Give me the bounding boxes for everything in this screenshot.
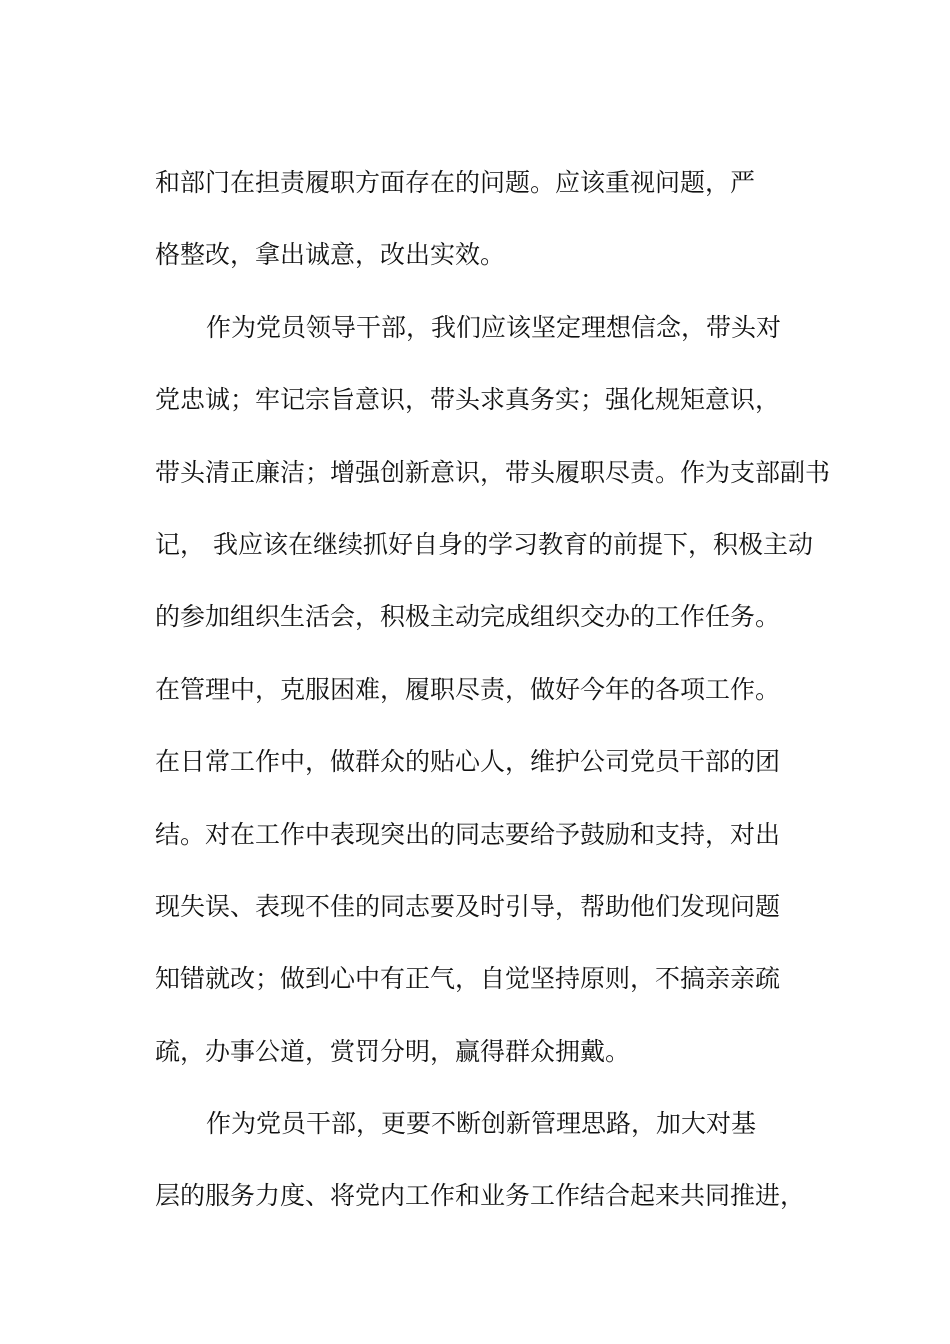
text-line: 作为党员领导干部，我们应该坚定理想信念，带头对	[206, 312, 782, 342]
text-line: 在日常工作中，做群众的贴心人，维护公司党员干部的团	[155, 747, 781, 777]
text-line: 作为党员干部，更要不断创新管理思路，加大对基	[206, 1109, 757, 1139]
text-line: 层的服务力度、将党内工作和业务工作结合起来共同推进，	[155, 1181, 806, 1211]
document-body	[155, 154, 831, 1240]
text-line: 的参加组织生活会，积极主动完成组织交办的工作任务。	[155, 602, 781, 632]
text-line: 带头清正廉洁；增强创新意识，带头履职尽责。作为支部副书	[155, 457, 831, 487]
text-line: 记， 我应该在继续抓好自身的学习教育的前提下，积极主动	[155, 529, 813, 559]
text-line: 格整改，拿出诚意，改出实效。	[155, 240, 506, 270]
text-line: 党忠诚；牢记宗旨意识，带头求真务实；强化规矩意识，	[155, 385, 781, 415]
text-line: 在管理中，克服困难，履职尽责，做好今年的各项工作。	[155, 674, 781, 704]
text-line: 结。对在工作中表现突出的同志要给予鼓励和支持，对出	[155, 819, 781, 849]
text-line: 知错就改；做到心中有正气，自觉坚持原则，不搞亲亲疏	[155, 964, 781, 994]
text-line: 疏，办事公道，赏罚分明，赢得群众拥戴。	[155, 1036, 631, 1066]
text-line: 现失误、表现不佳的同志要及时引导，帮助他们发现问题	[155, 891, 781, 921]
text-line: 和部门在担责履职方面存在的问题。应该重视问题，严	[155, 168, 756, 197]
